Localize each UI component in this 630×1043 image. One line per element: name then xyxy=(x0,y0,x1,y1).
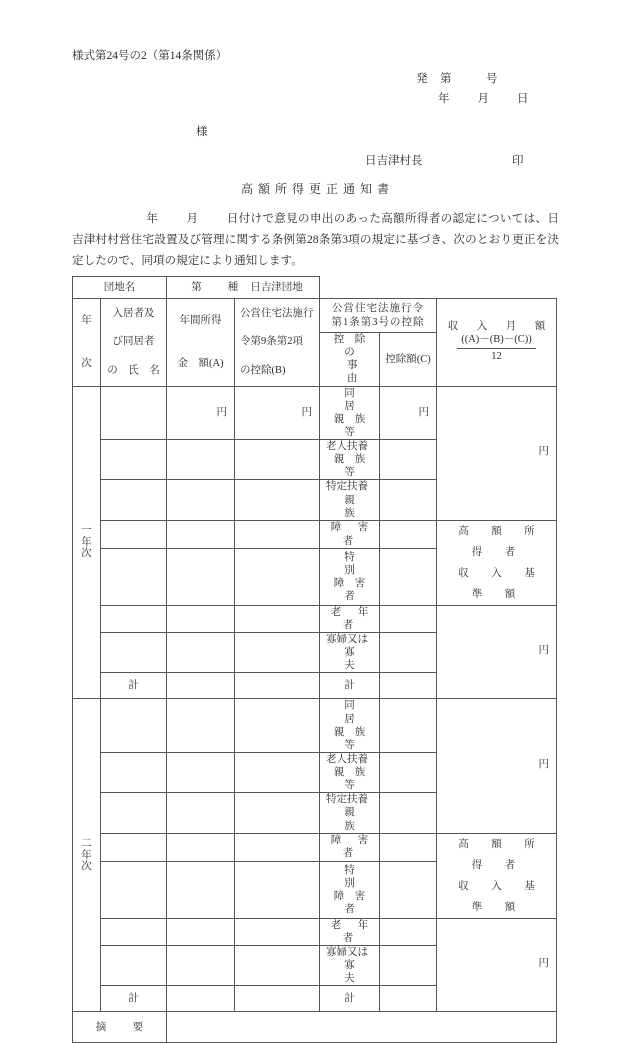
seal-mark: 印 xyxy=(512,155,524,167)
header-monthly-income-title: 収 入 月 額 xyxy=(447,321,550,333)
income-a-cell[interactable] xyxy=(167,520,235,549)
name-cell[interactable] xyxy=(101,520,167,549)
header-income-a xyxy=(167,299,235,387)
standard-amount-value-2[interactable]: 円 xyxy=(437,918,557,1012)
danchi-row xyxy=(73,277,557,299)
deduction-total-label: 計 xyxy=(320,986,380,1012)
header-names-3: の 氏 名 xyxy=(107,365,160,377)
table-row xyxy=(73,918,557,945)
date-month-label: 月 xyxy=(477,93,489,105)
table-row xyxy=(73,520,557,549)
body-paragraph xyxy=(72,208,559,271)
deduction-b-cell[interactable] xyxy=(235,520,320,549)
income-a-cell[interactable]: 円 xyxy=(167,386,235,440)
header-deduction-reason-1: 控 除 の xyxy=(333,334,376,359)
header-year-1: 年 xyxy=(81,314,92,326)
table-row xyxy=(73,386,557,440)
deduction-reason-2: 老人扶養 親 族 等 xyxy=(320,440,380,480)
deduction-b-cell[interactable] xyxy=(235,918,320,945)
income-a-cell[interactable] xyxy=(167,793,235,833)
monthly-income-value-1[interactable]: 円 xyxy=(437,386,557,520)
body-text-main: 日付けで意見の申出のあった高額所得者の認定については、日吉津村村営住宅設置及び管理に関する条例第28条第3項の規定に基づき、次のとおり更正を決定したので、同項の規定により通知します。 xyxy=(72,212,559,267)
deduction-reason-5: 特 別 障 害 者 xyxy=(320,862,380,918)
formula-denominator: 12 xyxy=(491,351,502,363)
header-deduction-reason xyxy=(320,333,400,387)
name-cell[interactable] xyxy=(101,862,167,918)
name-cell[interactable] xyxy=(101,699,167,753)
table-header-row-1 xyxy=(73,299,557,333)
income-a-cell[interactable] xyxy=(167,480,235,520)
deduction-c-total[interactable] xyxy=(380,986,437,1012)
name-cell[interactable] xyxy=(101,945,167,985)
deduction-b-cell[interactable] xyxy=(235,605,320,632)
header-deduction-b-2: 令第9条第2項 xyxy=(240,336,303,348)
header-deduction-group xyxy=(320,299,437,333)
table-row xyxy=(73,605,557,632)
standard-amount-line-2: 収 入 基 準 額 xyxy=(458,880,558,913)
year-label-2-char2: 年 xyxy=(81,849,92,861)
header-deduction-group-1: 公営住宅法施行令 xyxy=(332,302,424,314)
income-a-cell[interactable] xyxy=(167,633,235,673)
date-year-label: 年 xyxy=(438,93,450,105)
deduction-c-cell[interactable] xyxy=(380,480,437,520)
issue-date-line xyxy=(438,90,529,106)
year-label-2-char1: 二 xyxy=(81,837,92,849)
deduction-reason-5: 特 別 障 害 者 xyxy=(320,549,380,605)
year-label-1-char2: 年 xyxy=(81,536,92,548)
name-cell[interactable] xyxy=(101,605,167,632)
header-deduction-group-2: 第1条第3号の控除 xyxy=(331,316,425,328)
income-a-cell[interactable] xyxy=(167,549,235,605)
name-cell[interactable] xyxy=(101,440,167,480)
danchi-prefix: 第 xyxy=(191,281,202,293)
income-a-total[interactable] xyxy=(167,673,235,699)
table-row xyxy=(73,699,557,753)
total-label-names: 計 xyxy=(101,673,167,699)
deduction-c-cell[interactable] xyxy=(380,699,437,753)
remarks-row xyxy=(73,1012,557,1043)
year-label-2 xyxy=(73,699,101,1012)
deduction-c-cell[interactable] xyxy=(380,833,437,862)
deduction-reason-4: 障 害 者 xyxy=(320,833,380,862)
standard-amount-line-1: 高 額 所 得 者 xyxy=(458,838,558,871)
date-day-label: 日 xyxy=(517,93,529,105)
header-deduction-reason-2: 事 由 xyxy=(347,360,400,385)
total-label-names: 計 xyxy=(101,986,167,1012)
deduction-b-cell[interactable]: 円 xyxy=(235,386,320,440)
name-cell[interactable] xyxy=(101,752,167,792)
deduction-reason-6: 老 年 者 xyxy=(320,918,380,945)
income-a-cell[interactable] xyxy=(167,918,235,945)
income-a-cell[interactable] xyxy=(167,699,235,753)
header-resident-names xyxy=(101,299,167,387)
year-label-1-char3: 次 xyxy=(81,548,92,560)
income-a-cell[interactable] xyxy=(167,440,235,480)
deduction-b-cell[interactable] xyxy=(235,480,320,520)
header-income-a-1: 年間所得 xyxy=(179,314,222,326)
deduction-b-cell[interactable] xyxy=(235,752,320,792)
standard-amount-label xyxy=(437,833,557,918)
deduction-c-cell[interactable] xyxy=(380,520,437,549)
danchi-blank-2 xyxy=(380,277,437,299)
name-cell[interactable] xyxy=(101,549,167,605)
deduction-c-cell[interactable] xyxy=(380,945,437,985)
year-label-1 xyxy=(73,386,101,699)
deduction-b-cell[interactable] xyxy=(235,440,320,480)
deduction-c-cell[interactable] xyxy=(380,440,437,480)
issue-number-suffix: 号 xyxy=(486,73,498,85)
header-year-2: 次 xyxy=(81,358,92,370)
deduction-total-label: 計 xyxy=(320,673,380,699)
deduction-c-total[interactable] xyxy=(380,673,437,699)
body-month-label: 月 xyxy=(186,212,199,225)
document-title: 高額所得更正通知書 xyxy=(240,182,394,196)
danchi-mid: 種 xyxy=(227,281,239,293)
deduction-reason-7: 寡婦又は 寡 夫 xyxy=(320,945,380,985)
body-year-label: 年 xyxy=(146,212,159,225)
monthly-income-formula xyxy=(457,333,536,364)
danchi-value xyxy=(167,277,320,299)
deduction-c-cell[interactable] xyxy=(380,793,437,833)
income-a-total[interactable] xyxy=(167,986,235,1012)
income-a-cell[interactable] xyxy=(167,752,235,792)
danchi-blank-3 xyxy=(437,277,557,299)
deduction-b-cell[interactable] xyxy=(235,793,320,833)
name-cell[interactable] xyxy=(101,480,167,520)
standard-amount-line-1: 高 額 所 得 者 xyxy=(458,525,558,558)
deduction-c-cell[interactable] xyxy=(380,918,437,945)
deduction-c-cell[interactable] xyxy=(380,633,437,673)
deduction-reason-7: 寡婦又は 寡 夫 xyxy=(320,633,380,673)
deduction-reason-1: 同 居 親 族 等 xyxy=(320,699,380,753)
deduction-c-cell[interactable] xyxy=(380,862,437,918)
name-cell[interactable] xyxy=(101,918,167,945)
danchi-label: 団地名 xyxy=(73,277,167,299)
deduction-c-cell[interactable] xyxy=(380,549,437,605)
header-names-2: び同居者 xyxy=(112,336,155,348)
remarks-label: 摘 要 xyxy=(73,1012,167,1043)
deduction-b-cell[interactable] xyxy=(235,945,320,985)
name-cell[interactable] xyxy=(101,833,167,862)
notice-table xyxy=(72,276,556,1043)
year-label-2-char3: 次 xyxy=(81,861,92,873)
deduction-b-cell[interactable] xyxy=(235,699,320,753)
name-cell[interactable] xyxy=(101,386,167,440)
addressee-honorific: 様 xyxy=(196,126,208,138)
header-names-1: 入居者及 xyxy=(112,307,155,319)
header-income-a-2: 金 額(A) xyxy=(177,358,224,370)
header-deduction-b-3: の控除(B) xyxy=(240,365,286,377)
deduction-reason-3: 特定扶養 親 族 xyxy=(320,480,380,520)
remarks-value[interactable] xyxy=(167,1012,557,1043)
deduction-reason-3: 特定扶養 親 族 xyxy=(320,793,380,833)
deduction-b-total[interactable] xyxy=(235,986,320,1012)
deduction-c-cell[interactable]: 円 xyxy=(380,386,437,440)
danchi-blank-1 xyxy=(320,277,380,299)
monthly-income-value-2[interactable]: 円 xyxy=(437,699,557,833)
formula-numerator: ((A)－(B)－(C)) xyxy=(457,333,536,349)
deduction-c-cell[interactable] xyxy=(380,752,437,792)
standard-amount-line-2: 収 入 基 準 額 xyxy=(458,567,558,600)
year-label-1-char1: 一 xyxy=(81,525,92,537)
issuer-name: 日吉津村長 xyxy=(365,155,423,167)
deduction-reason-2: 老人扶養 親 族 等 xyxy=(320,752,380,792)
deduction-b-cell[interactable] xyxy=(235,833,320,862)
issue-number-label: 発 第 xyxy=(416,73,452,85)
header-deduction-amount: 控除額(C) xyxy=(380,333,437,387)
form-number: 様式第24号の2（第14条関係） xyxy=(72,50,228,62)
standard-amount-value-1[interactable]: 円 xyxy=(437,605,557,699)
deduction-c-cell[interactable] xyxy=(380,605,437,632)
standard-amount-label xyxy=(437,520,557,605)
issue-number-line xyxy=(416,70,498,86)
table-row xyxy=(73,833,557,862)
name-cell[interactable] xyxy=(101,633,167,673)
danchi-name: 日吉津団地 xyxy=(250,281,303,293)
header-year-order xyxy=(73,299,101,387)
header-monthly-income xyxy=(437,299,557,387)
deduction-reason-1: 同 居 親 族 等 xyxy=(320,386,380,440)
deduction-reason-4: 障 害 者 xyxy=(320,520,380,549)
deduction-b-cell[interactable] xyxy=(235,862,320,918)
deduction-reason-6: 老 年 者 xyxy=(320,605,380,632)
income-a-cell[interactable] xyxy=(167,833,235,862)
income-a-cell[interactable] xyxy=(167,862,235,918)
deduction-b-total[interactable] xyxy=(235,673,320,699)
header-deduction-b xyxy=(235,299,320,387)
income-a-cell[interactable] xyxy=(167,605,235,632)
income-a-cell[interactable] xyxy=(167,945,235,985)
name-cell[interactable] xyxy=(101,793,167,833)
deduction-b-cell[interactable] xyxy=(235,633,320,673)
deduction-b-cell[interactable] xyxy=(235,549,320,605)
header-deduction-b-1: 公営住宅法施行 xyxy=(240,307,314,319)
